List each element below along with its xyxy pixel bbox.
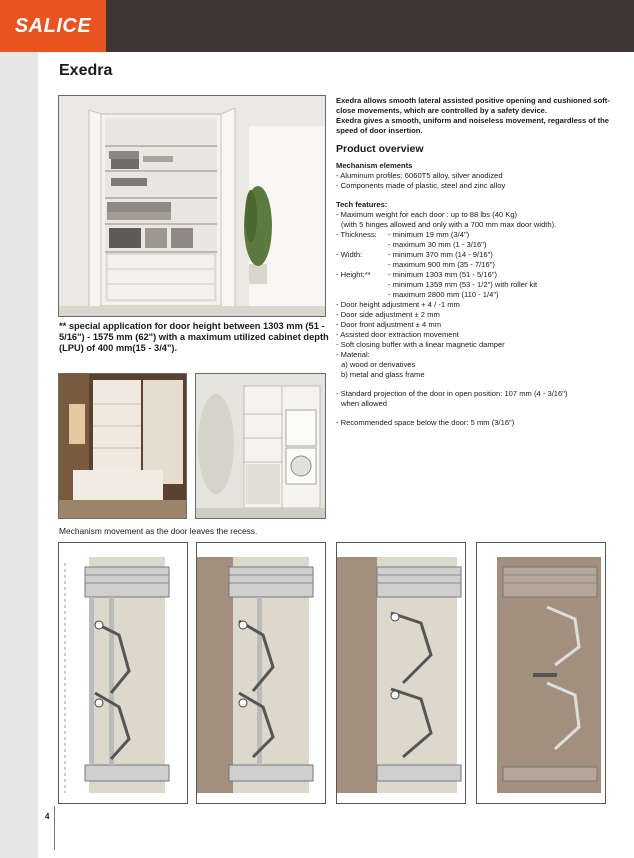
adjustment-item: - Door front adjustment ± 4 mm: [336, 320, 442, 329]
spec-value: - maximum 900 mm (35 - 7/16"): [388, 260, 495, 269]
mechanism-item: - Aluminum profiles: 6060T5 alloy, silver anodized: [336, 171, 503, 180]
page-number-rule: [54, 806, 55, 850]
weight-note: (with 5 hinges allowed and only with a 700 mm max door width).: [341, 220, 557, 229]
mechanism-diagram-step-1: [58, 542, 188, 804]
salice-logo: [0, 0, 106, 52]
wardrobe-photo: [58, 95, 326, 317]
spec-value: - minimum 1359 mm (53 - 1/2") with roller kit: [388, 280, 538, 289]
special-application-note: ** special application for door height between 1303 mm (51 - 5/16") - 1575 mm (62") with a maximum utilized cabinet depth (LPU) of 400 mm(15 - 3/4").: [59, 321, 329, 353]
thickness-spec: [336, 230, 618, 250]
mechanism-item: - Components made of plastic, steel and zinc alloy: [336, 181, 506, 190]
intro-paragraph-2: Exedra gives a smooth, uniform and noiseless movement, regardless of the speed of door insertion.: [336, 116, 610, 135]
material-item: b) metal and glass frame: [341, 370, 425, 379]
space-spec: - Recommended space below the door: 5 mm (3/16"): [336, 418, 515, 427]
page-title: Exedra: [59, 62, 113, 79]
projection-note: when allowed: [341, 399, 388, 408]
projection-spec: - Standard projection of the door in open position: 107 mm (4 - 3/16"): [336, 389, 568, 398]
material-item: a) wood or derivatives: [341, 360, 416, 369]
spec-value: - minimum 19 mm (3/4"): [388, 230, 470, 239]
product-description: [336, 96, 618, 428]
page-header: [0, 0, 634, 52]
weight-spec: - Maximum weight for each door : up to 88 lbs (40 Kg): [336, 210, 518, 219]
left-margin-band: [0, 52, 38, 858]
spec-value: - maximum 2800 mm (110 - 1/4"): [388, 290, 499, 299]
mechanism-caption: Mechanism movement as the door leaves the recess.: [59, 526, 258, 536]
brand-name: SALICE: [14, 14, 92, 37]
intro-paragraph-1: Exedra allows smooth lateral assisted positive opening and cushioned soft-close movements, which are controlled by a safety device.: [336, 96, 610, 115]
height-spec: [336, 270, 618, 300]
product-overview-heading: Product overview: [336, 143, 424, 155]
spec-value: - maximum 30 mm (1 - 3/16"): [388, 240, 487, 249]
adjustment-item: - Assisted door extraction movement: [336, 330, 459, 339]
spec-label: - Height:**: [336, 270, 371, 279]
spec-label: - Width:: [336, 250, 363, 259]
page-number: 4: [45, 812, 50, 821]
adjustment-item: - Soft closing buffer with a linear magnetic damper: [336, 340, 505, 349]
mechanism-elements-heading: Mechanism elements: [336, 161, 413, 170]
spec-label: - Thickness:: [336, 230, 377, 239]
adjustment-item: - Door side adjustment ± 2 mm: [336, 310, 440, 319]
spa-room-photo: [58, 373, 187, 519]
laundry-room-photo: [195, 373, 326, 519]
adjustment-item: - Material:: [336, 350, 370, 359]
tech-features-heading: Tech features:: [336, 200, 388, 209]
spec-value: - minimum 370 mm (14 - 9/16"): [388, 250, 493, 259]
width-spec: [336, 250, 618, 270]
mechanism-diagram-step-3: [336, 542, 466, 804]
mechanism-diagram-step-2: [196, 542, 326, 804]
adjustment-item: - Door height adjustment + 4 / -1 mm: [336, 300, 460, 309]
spec-value: - minimum 1303 mm (51 - 5/16"): [388, 270, 498, 279]
mechanism-diagram-step-4: [476, 542, 606, 804]
